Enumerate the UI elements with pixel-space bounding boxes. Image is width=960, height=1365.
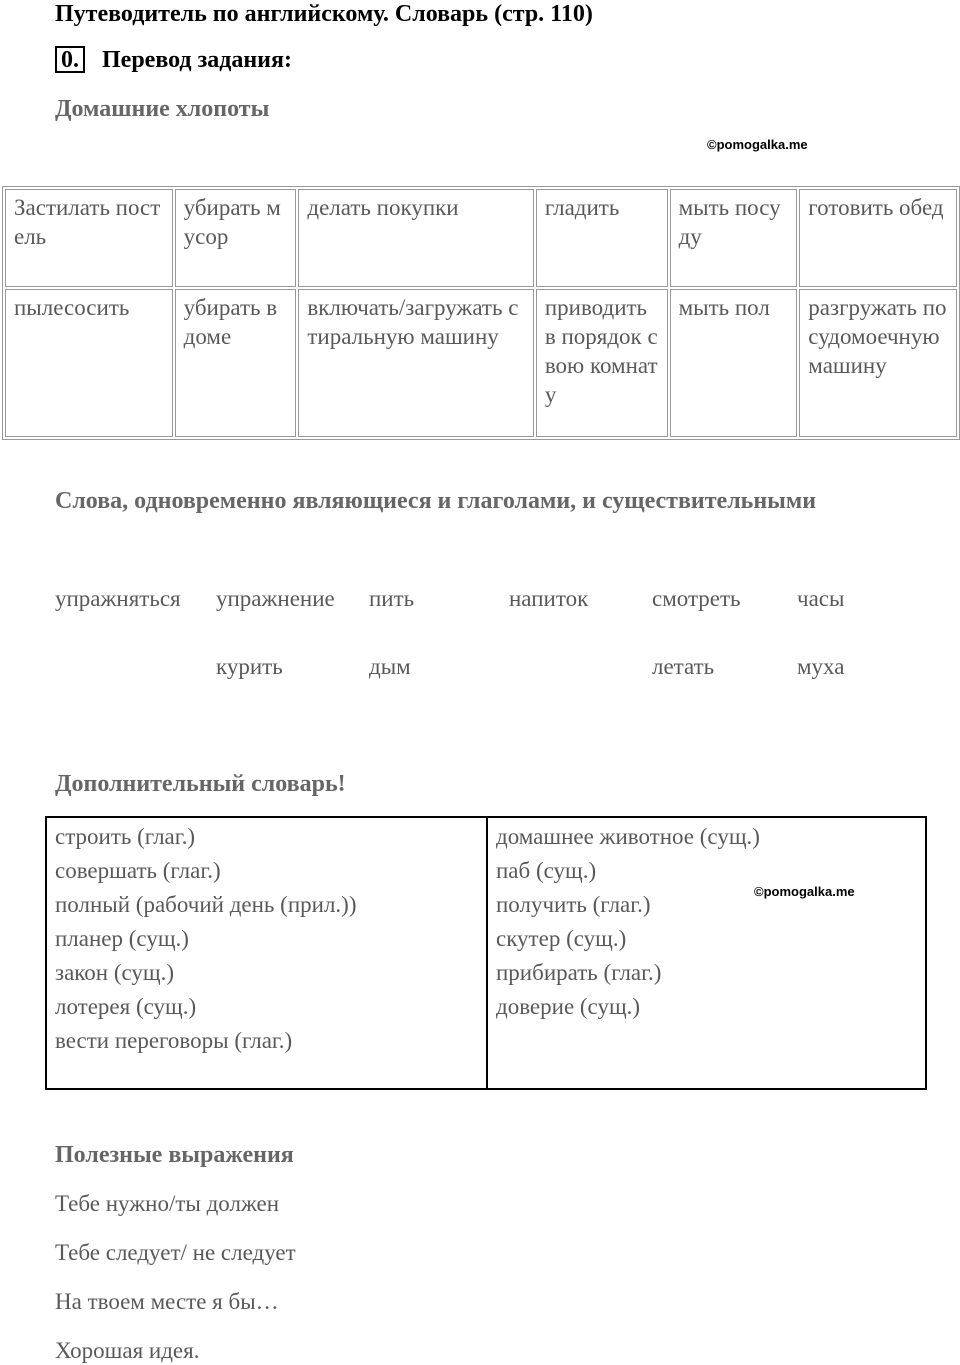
vocab-item: паб (сущ.)	[496, 858, 597, 883]
word-item: упражняться	[55, 586, 181, 611]
chore-cell: гладить	[536, 189, 668, 287]
dual-words-heading: Слова, одновременно являющиеся и глаголами, и существительными	[55, 488, 817, 514]
task-label: Перевод задания:	[102, 47, 292, 73]
word-item: часы	[797, 586, 845, 611]
chore-cell: включать/загружать стиральную машину	[298, 289, 533, 437]
task-number-box: 0.	[55, 46, 85, 73]
vocab-item: лотерея (сущ.)	[55, 994, 197, 1019]
word-item: напиток	[509, 586, 589, 611]
phrases-heading: Полезные выражения	[55, 1142, 294, 1168]
chore-cell: убирать мусор	[175, 189, 297, 287]
chore-cell: Застилать постель	[5, 189, 173, 287]
chore-cell: приводить в порядок свою комнату	[536, 289, 668, 437]
vocab-item: закон (сущ.)	[55, 960, 175, 985]
vocab-item: планер (сущ.)	[55, 926, 189, 951]
word-item: пить	[369, 586, 415, 611]
vocab-item: домашнее животное (сущ.)	[496, 824, 760, 849]
vocab-column-right	[496, 820, 760, 1024]
chores-heading: Домашние хлопоты	[55, 96, 270, 122]
chores-table	[2, 186, 960, 440]
word-item: дым	[369, 654, 411, 679]
vocab-item: полный (рабочий день (прил.))	[55, 892, 357, 917]
chore-cell: мыть пол	[670, 289, 798, 437]
word-item: курить	[216, 654, 283, 679]
phrase-item: На твоем месте я бы…	[55, 1289, 279, 1314]
chores-row-1	[5, 189, 957, 287]
watermark-vocab: ©pomogalka.me	[754, 884, 855, 899]
vocab-item: прибирать (глаг.)	[496, 960, 662, 985]
chore-cell: пылесосить	[5, 289, 173, 437]
watermark-top: ©pomogalka.me	[707, 137, 808, 152]
word-item: упражнение	[216, 586, 335, 611]
vocab-column-left	[55, 820, 357, 1058]
vocab-item: получить (глаг.)	[496, 892, 651, 917]
extra-vocab-box	[45, 816, 927, 1090]
word-item: смотреть	[652, 586, 741, 611]
word-item: летать	[652, 654, 715, 679]
chore-cell: убирать в доме	[175, 289, 297, 437]
vocab-divider	[486, 818, 488, 1088]
vocab-item: совершать (глаг.)	[55, 858, 221, 883]
phrase-item: Хорошая идея.	[55, 1338, 200, 1363]
phrase-item: Тебе нужно/ты должен	[55, 1191, 280, 1216]
word-item: муха	[797, 654, 845, 679]
chores-row-2	[5, 289, 957, 437]
chore-cell: мыть посуду	[670, 189, 798, 287]
vocab-item: доверие (сущ.)	[496, 994, 641, 1019]
vocab-item: вести переговоры (глаг.)	[55, 1028, 293, 1053]
chore-cell: разгружать посудомоечную машину	[799, 289, 957, 437]
chore-cell: делать покупки	[298, 189, 533, 287]
phrase-item: Тебе следует/ не следует	[55, 1240, 296, 1265]
vocab-item: скутер (сущ.)	[496, 926, 627, 951]
page-title: Путеводитель по английскому. Словарь (стр. 110)	[55, 1, 593, 27]
extra-vocab-heading: Дополнительный словарь!	[55, 771, 346, 797]
vocab-item: строить (глаг.)	[55, 824, 195, 849]
chore-cell: готовить обед	[799, 189, 957, 287]
